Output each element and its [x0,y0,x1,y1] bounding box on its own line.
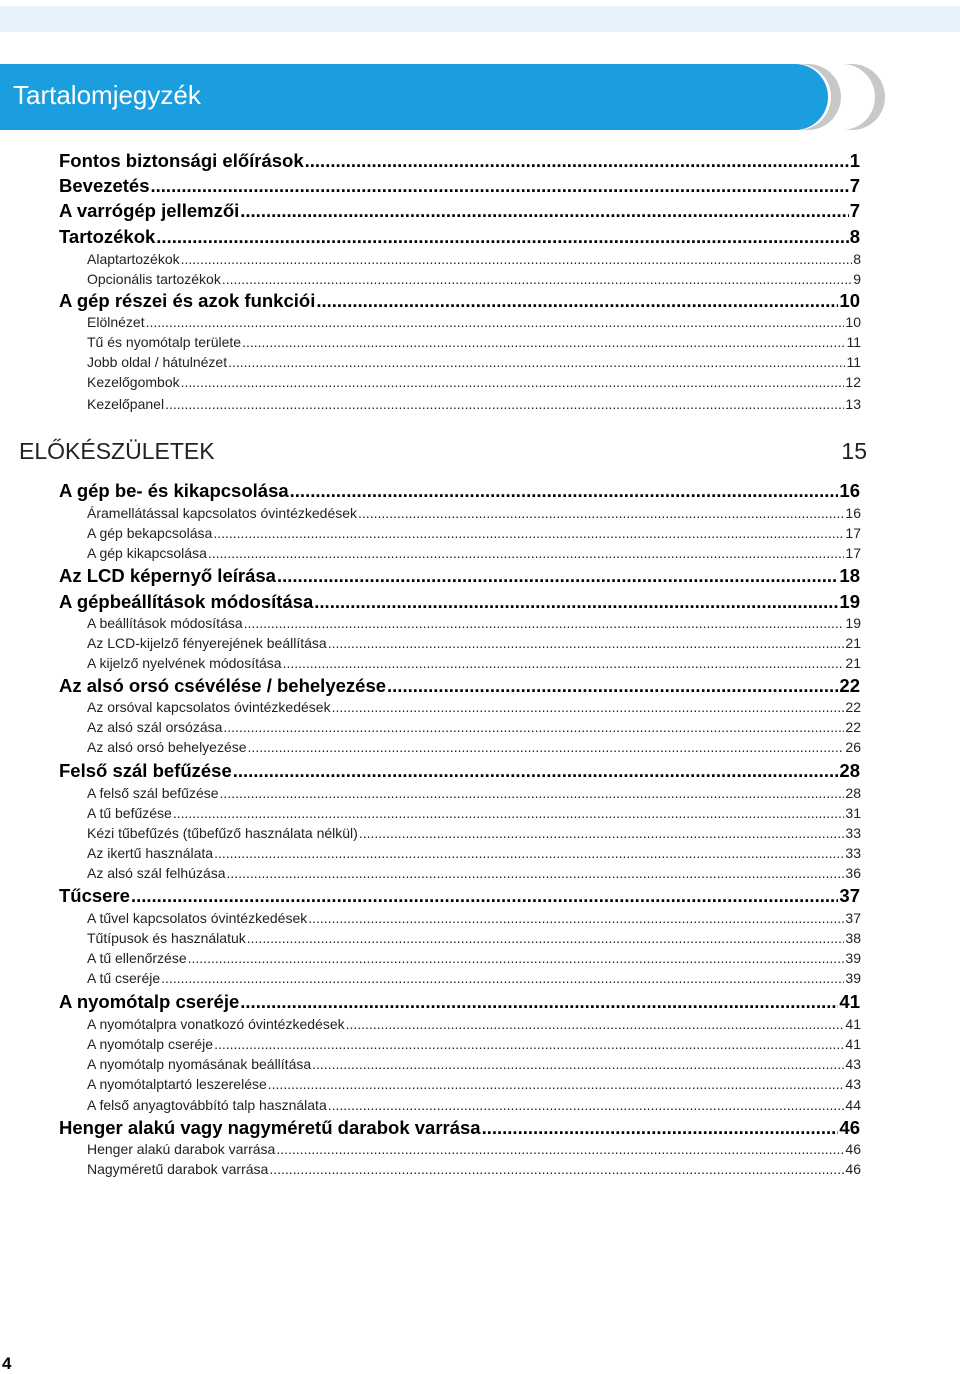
dot-leader [276,1141,844,1157]
toc-entry-label: A felső szál befűzése [87,785,219,801]
toc-entry-page: 11 [846,354,861,370]
toc-entry-label: Bevezetés [59,175,150,196]
toc-entry-page: 11 [846,334,861,350]
dot-leader [332,699,845,715]
toc-entry-label: Kezelőgombok [87,374,180,390]
toc-entry-label: Nagyméretű darabok varrása [87,1161,269,1177]
dot-leader [188,950,845,966]
top-strip-band [0,6,960,32]
dot-leader [242,334,845,350]
toc-entry-label: Felső szál befűzése [59,760,232,781]
page-title: Tartalomjegyzék [13,80,201,110]
toc-entry-page: 33 [845,845,861,861]
dot-leader [358,505,844,521]
dot-leader [312,1056,844,1072]
toc-entry-page: 7 [849,175,860,196]
toc-entry[interactable] [59,200,860,222]
toc-entry-label: A kijelző nyelvének módosítása [87,655,282,671]
dot-leader [222,271,852,287]
dot-leader [247,930,845,946]
toc-subentry[interactable] [87,865,861,881]
toc-entry-label: Az alsó orsó behelyezése [87,739,247,755]
toc-subentry[interactable] [87,505,861,521]
toc-subentry[interactable] [87,374,861,390]
toc-entry-label: A gép bekapcsolása [87,525,213,541]
dot-leader [131,885,838,907]
toc-entry[interactable] [59,885,860,907]
toc-entry[interactable] [59,675,860,697]
toc-entry-label: A tű cseréje [87,970,161,986]
toc-entry-label: Henger alakú darabok varrása [87,1141,276,1157]
toc-entry-label: Az alsó szál orsózása [87,719,223,735]
toc-entry-page: 9 [853,271,861,287]
toc-entry-label: A nyomótalptartó leszerelése [87,1076,267,1092]
dot-leader [146,314,845,330]
toc-subentry[interactable] [87,699,861,715]
toc-entry-label: A nyomótalp cseréje [87,1036,214,1052]
dot-leader [220,785,845,801]
toc-subentry[interactable] [87,930,861,946]
toc-entry-label: A gép részei és azok funkciói [59,290,316,311]
dot-leader [316,290,838,312]
toc-entry-label: A tű ellenőrzése [87,950,187,966]
toc-entry[interactable] [59,1117,860,1139]
toc-entry-page: 46 [839,1117,860,1138]
toc-entry-page: 39 [845,950,861,966]
toc-entry-page: 26 [845,739,861,755]
toc-entry-page: 17 [845,545,861,561]
dot-leader [181,251,853,267]
toc-entry-page: 28 [845,785,861,801]
toc-entry-label: Az ikertű használata [87,845,214,861]
dot-leader [308,910,844,926]
toc-entry-page: 21 [845,635,861,651]
toc-subentry[interactable] [87,1056,861,1072]
dot-leader [248,739,845,755]
dot-leader [328,1097,845,1113]
dot-leader [233,760,839,782]
toc-entry-label: Opcionális tartozékok [87,271,221,287]
toc-entry-label: Henger alakú vagy nagyméretű darabok varrása [59,1117,481,1138]
dot-leader [314,591,838,613]
toc-entry[interactable] [59,591,860,613]
dot-leader [227,865,845,881]
dot-leader [283,655,845,671]
dot-leader [269,1161,844,1177]
toc-subentry[interactable] [87,845,861,861]
dot-leader [213,525,844,541]
toc-entry-label: Kézi tűbefűzés (tűbefűző használata nélkül) [87,825,358,841]
toc-entry[interactable] [59,760,860,782]
toc-subentry[interactable] [87,950,861,966]
toc-entry-label: Áramellátással kapcsolatos óvintézkedések [87,505,358,521]
toc-entry-page: 38 [845,930,861,946]
toc-entry-page: 44 [845,1097,861,1113]
toc-entry-label: Fontos biztonsági előírások [59,150,304,171]
toc-entry-page: 1 [849,150,860,171]
toc-entry-label: Az alsó orsó csévélése / behelyezése [59,675,387,696]
dot-leader [240,200,848,222]
toc-subentry[interactable] [87,739,861,755]
toc-subentry[interactable] [87,719,861,735]
toc-subentry[interactable] [87,970,861,986]
toc-subentry[interactable] [87,314,861,330]
toc-entry-label: Az orsóval kapcsolatos óvintézkedések [87,699,331,715]
dot-leader [305,150,849,172]
toc-entry-page: 21 [845,655,861,671]
toc-entry-label: Kezelőpanel [87,396,165,412]
dot-leader [387,675,838,697]
toc-entry-page: 8 [849,226,860,247]
toc-subentry[interactable] [87,655,861,671]
toc-entry-label: A nyomótalp nyomásának beállítása [87,1056,312,1072]
dot-leader [156,226,848,248]
toc-entry-page: 41 [845,1036,861,1052]
dot-leader [214,845,844,861]
toc-entry-page: 46 [845,1161,861,1177]
toc-subentry[interactable] [87,635,861,651]
dot-leader [240,991,838,1013]
toc-entry-page: 33 [845,825,861,841]
toc-subentry[interactable] [87,1161,861,1177]
toc-subentry[interactable] [87,334,861,350]
toc-entry-page: 41 [839,991,860,1012]
toc-entry-page: 31 [845,805,861,821]
toc-entry-page: 16 [845,505,861,521]
dot-leader [165,396,844,412]
section-heading [19,438,867,465]
dot-leader [223,719,844,735]
toc-entry[interactable] [59,226,860,248]
toc-entry[interactable] [59,150,860,172]
toc-entry-label: Tűtípusok és használatuk [87,930,246,946]
page-number: 4 [2,1354,12,1373]
section-page: 15 [841,438,867,464]
toc-entry-page: 37 [839,885,860,906]
toc-subentry[interactable] [87,396,861,412]
toc-entry-label: Elölnézet [87,314,145,330]
toc-subentry[interactable] [87,545,861,561]
dot-leader [346,1016,845,1032]
toc-subentry[interactable] [87,525,861,541]
toc-subentry[interactable] [87,805,861,821]
toc-entry-page: 16 [839,480,860,501]
toc-entry-label: A gép be- és kikapcsolása [59,480,289,501]
dot-leader [214,1036,844,1052]
toc-subentry[interactable] [87,1076,861,1092]
toc-entry[interactable] [59,991,860,1013]
toc-entry-page: 39 [845,970,861,986]
toc-entry-label: A varrógép jellemzői [59,200,240,221]
toc-entry-label: A felső anyagtovábbító talp használata [87,1097,327,1113]
chevron-decoration-icon [842,64,886,130]
toc-subentry[interactable] [87,271,861,287]
toc-subentry[interactable] [87,785,861,801]
dot-leader [244,615,845,631]
dot-leader [277,565,838,587]
toc-subentry[interactable] [87,615,861,631]
dot-leader [181,374,845,390]
toc-entry-label: A nyomótalpra vonatkozó óvintézkedések [87,1016,345,1032]
toc-entry[interactable] [59,290,860,312]
toc-entry-label: Jobb oldal / hátulnézet [87,354,228,370]
toc-entry-label: Alaptartozékok [87,251,180,267]
toc-entry-page: 13 [845,396,861,412]
toc-entry-label: A beállítások módosítása [87,615,243,631]
toc-entry[interactable] [59,565,860,587]
toc-entry-label: Az LCD képernyő leírása [59,565,276,586]
chevron-decoration-icon [798,64,842,130]
dot-leader [328,635,845,651]
toc-entry-page: 22 [839,675,860,696]
dot-leader [290,480,839,502]
toc-subentry[interactable] [87,1016,861,1032]
toc-subentry[interactable] [87,1141,861,1157]
toc-entry-page: 10 [839,290,860,311]
dot-leader [482,1117,839,1139]
toc-subentry[interactable] [87,1097,861,1113]
toc-subentry[interactable] [87,910,861,926]
toc-subentry[interactable] [87,825,861,841]
toc-subentry[interactable] [87,354,861,370]
toc-entry-page: 43 [845,1076,861,1092]
toc-entry[interactable] [59,480,860,502]
toc-entry[interactable] [59,175,860,197]
toc-entry-page: 43 [845,1056,861,1072]
toc-entry-label: A gép kikapcsolása [87,545,207,561]
top-strip [0,0,960,38]
toc-entry-label: A tűvel kapcsolatos óvintézkedések [87,910,308,926]
toc-entry-page: 17 [845,525,861,541]
toc-entry-page: 22 [845,699,861,715]
toc-entry-page: 37 [845,910,861,926]
toc-entry-label: Tartozékok [59,226,156,247]
toc-entry-page: 22 [845,719,861,735]
dot-leader [268,1076,845,1092]
toc-entry-label: Az alsó szál felhúzása [87,865,226,881]
toc-entry-label: A gépbeállítások módosítása [59,591,314,612]
toc-subentry[interactable] [87,251,861,267]
dot-leader [161,970,844,986]
toc-entry-label: A nyomótalp cseréje [59,991,240,1012]
toc-entry-page: 19 [839,591,860,612]
dot-leader [151,175,849,197]
toc-entry-page: 41 [845,1016,861,1032]
toc-entry-page: 28 [839,760,860,781]
dot-leader [228,354,845,370]
toc-entry-label: Az LCD-kijelző fényerejének beállítása [87,635,327,651]
dot-leader [359,825,845,841]
toc-entry-label: Tűcsere [59,885,130,906]
toc-entry-page: 10 [845,314,861,330]
toc-subentry[interactable] [87,1036,861,1052]
toc-entry-page: 7 [849,200,860,221]
toc-entry-page: 8 [853,251,861,267]
dot-leader [173,805,845,821]
dot-leader [208,545,845,561]
toc-entry-page: 12 [845,374,861,390]
toc-entry-label: A tű befűzése [87,805,172,821]
toc-entry-page: 19 [845,615,861,631]
toc-entry-page: 36 [845,865,861,881]
toc-entry-page: 18 [839,565,860,586]
toc-entry-page: 46 [845,1141,861,1157]
section-title: ELŐKÉSZÜLETEK [19,438,215,464]
toc-entry-label: Tű és nyomótalp területe [87,334,242,350]
